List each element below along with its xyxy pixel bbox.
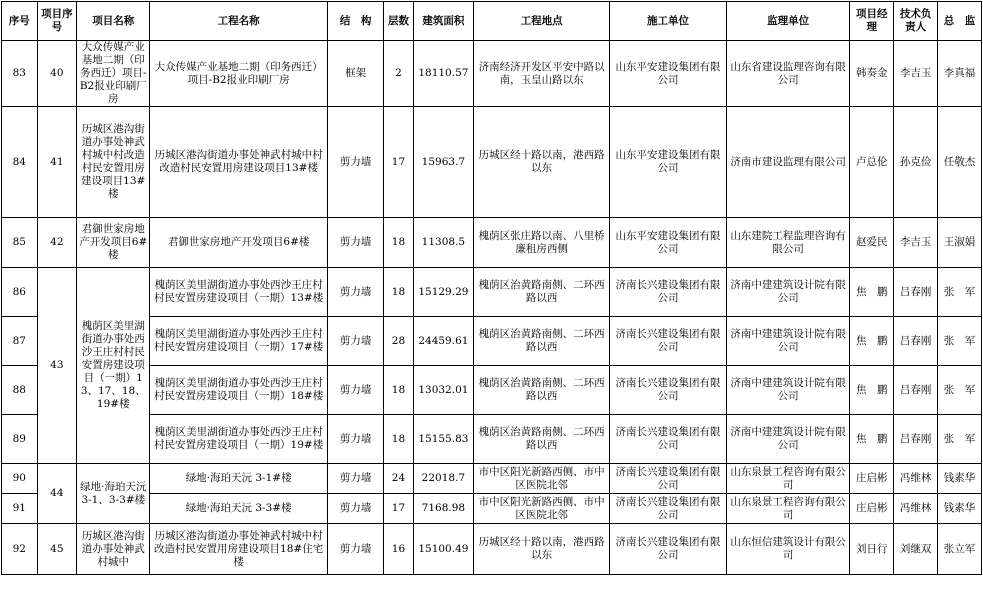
cell-supervisor: 山东省建设监理咨询有限公司 [727,41,850,107]
cell-supervisor: 山东恒信建筑设计有限公司 [727,524,850,575]
cell-builder: 济南长兴建设集团有限公司 [610,415,727,464]
table-row [2,524,982,575]
header-pm: 项目经理 [850,2,894,41]
cell-eng-name: 大众传媒产业基地二期（印务西迁）项目-B2报业印刷厂房 [150,41,328,107]
cell-tech: 李吉玉 [894,41,938,107]
cell-tech: 吕春刚 [894,415,938,464]
cell-pm: 焦 鹏 [850,317,894,366]
cell-seq: 87 [2,317,38,366]
cell-tech: 吕春刚 [894,268,938,317]
cell-structure: 剪力墙 [327,415,383,464]
table-row [2,41,982,107]
cell-proj-seq: 44 [37,464,77,524]
cell-seq: 89 [2,415,38,464]
cell-floors: 17 [384,494,413,524]
cell-seq: 84 [2,107,38,218]
cell-supervisor: 山东泉景工程咨询有限公司 [727,464,850,494]
cell-director: 李真福 [938,41,982,107]
cell-area: 15155.83 [413,415,474,464]
cell-proj-name: 绿地·海珀天沅 3-1、3-3#楼 [77,464,150,524]
cell-director: 钱素华 [938,464,982,494]
cell-tech: 冯维林 [894,464,938,494]
cell-director: 张 军 [938,317,982,366]
cell-seq: 90 [2,464,38,494]
cell-director: 张 军 [938,415,982,464]
cell-pm: 焦 鹏 [850,415,894,464]
cell-builder: 山东平安建设集团有限公司 [610,41,727,107]
cell-floors: 17 [384,107,413,218]
cell-pm: 焦 鹏 [850,366,894,415]
header-eng-name: 工程名称 [150,2,328,41]
cell-eng-name: 绿地·海珀天沅 3-3#楼 [150,494,328,524]
cell-director: 钱素华 [938,494,982,524]
cell-floors: 2 [384,41,413,107]
cell-builder: 济南长兴建设集团有限公司 [610,464,727,494]
cell-builder: 山东平安建设集团有限公司 [610,107,727,218]
cell-structure: 剪力墙 [327,317,383,366]
cell-proj-name: 历城区港沟街道办事处神武村城中 [77,524,150,575]
cell-proj-seq: 40 [37,41,77,107]
cell-tech: 吕春刚 [894,366,938,415]
cell-pm: 刘日行 [850,524,894,575]
cell-pm: 卢总伦 [850,107,894,218]
cell-location: 槐荫区治黄路南侧、二环西路以西 [474,366,610,415]
cell-proj-seq: 43 [37,268,77,464]
header-location: 工程地点 [474,2,610,41]
cell-location: 市中区阳光新路西侧、市中区医院北邻 [474,494,610,524]
cell-tech: 刘继双 [894,524,938,575]
cell-structure: 框架 [327,41,383,107]
table-row [2,218,982,268]
cell-location: 市中区阳光新路西侧、市中区医院北邻 [474,464,610,494]
cell-floors: 18 [384,218,413,268]
header-seq: 序号 [2,2,38,41]
cell-tech: 孙克俭 [894,107,938,218]
cell-floors: 28 [384,317,413,366]
header-builder: 施工单位 [610,2,727,41]
cell-structure: 剪力墙 [327,366,383,415]
cell-seq: 91 [2,494,38,524]
cell-builder: 济南长兴建设集团有限公司 [610,268,727,317]
cell-location: 历城区经十路以南，港西路以东 [474,107,610,218]
cell-structure: 剪力墙 [327,268,383,317]
cell-area: 13032.01 [413,366,474,415]
cell-supervisor: 山东建院工程监理咨询有限公司 [727,218,850,268]
cell-pm: 韩奏金 [850,41,894,107]
cell-eng-name: 槐荫区美里湖街道办事处西沙王庄村村民安置房建设项目（一期）18#楼 [150,366,328,415]
cell-location: 槐荫区治黄路南侧、二环西路以西 [474,317,610,366]
cell-proj-name: 大众传媒产业基地二期（印务西迁）项目-B2报业印刷厂房 [77,41,150,107]
cell-tech: 吕春刚 [894,317,938,366]
cell-pm: 庄启彬 [850,494,894,524]
header-floors: 层数 [384,2,413,41]
cell-area: 7168.98 [413,494,474,524]
cell-area: 15129.29 [413,268,474,317]
cell-builder: 济南长兴建设集团有限公司 [610,524,727,575]
cell-area: 24459.61 [413,317,474,366]
cell-proj-seq: 41 [37,107,77,218]
cell-structure: 剪力墙 [327,494,383,524]
cell-eng-name: 槐荫区美里湖街道办事处西沙王庄村村民安置房建设项目（一期）17#楼 [150,317,328,366]
cell-proj-seq: 45 [37,524,77,575]
cell-structure: 剪力墙 [327,107,383,218]
cell-floors: 16 [384,524,413,575]
cell-builder: 济南长兴建设集团有限公司 [610,366,727,415]
cell-seq: 92 [2,524,38,575]
cell-structure: 剪力墙 [327,218,383,268]
cell-proj-name: 槐荫区美里湖街道办事处西沙王庄村村民安置房建设项目（一期）13、17、18、19#楼 [77,268,150,464]
cell-area: 18110.57 [413,41,474,107]
header-proj-seq: 项目序号 [37,2,77,41]
cell-structure: 剪力墙 [327,524,383,575]
header-proj-name: 项目名称 [77,2,150,41]
cell-pm: 赵爱民 [850,218,894,268]
cell-floors: 18 [384,415,413,464]
cell-floors: 18 [384,366,413,415]
cell-floors: 18 [384,268,413,317]
cell-structure: 剪力墙 [327,464,383,494]
cell-supervisor: 济南市建设监理有限公司 [727,107,850,218]
cell-supervisor: 济南中建建筑设计院有限公司 [727,268,850,317]
cell-builder: 济南长兴建设集团有限公司 [610,317,727,366]
cell-eng-name: 槐荫区美里湖街道办事处西沙王庄村村民安置房建设项目（一期）19#楼 [150,415,328,464]
cell-supervisor: 济南中建建筑设计院有限公司 [727,366,850,415]
cell-seq: 86 [2,268,38,317]
cell-seq: 88 [2,366,38,415]
header-area: 建筑面积 [413,2,474,41]
table-row [2,464,982,494]
cell-eng-name: 槐荫区美里湖街道办事处西沙王庄村村民安置房建设项目（一期）13#楼 [150,268,328,317]
cell-location: 槐荫区治黄路南侧、二环西路以西 [474,415,610,464]
cell-floors: 24 [384,464,413,494]
cell-eng-name: 绿地·海珀天沅 3-1#楼 [150,464,328,494]
cell-pm: 庄启彬 [850,464,894,494]
cell-director: 任敬杰 [938,107,982,218]
header-supervisor: 监理单位 [727,2,850,41]
cell-eng-name: 君御世家房地产开发项目6#楼 [150,218,328,268]
cell-eng-name: 历城区港沟街道办事处神武村城中村改造村民安置用房建设项目18#住宅楼 [150,524,328,575]
cell-location: 槐荫区张庄路以南、八里桥廉租房西侧 [474,218,610,268]
cell-pm: 焦 鹏 [850,268,894,317]
cell-director: 王淑娟 [938,218,982,268]
cell-location: 历城区经十路以南，港西路以东 [474,524,610,575]
cell-proj-name: 历城区港沟街道办事处神武村城中村改造村民安置用房建设项目13#楼 [77,107,150,218]
cell-area: 22018.7 [413,464,474,494]
cell-proj-seq: 42 [37,218,77,268]
header-structure: 结 构 [327,2,383,41]
table-row [2,107,982,218]
cell-seq: 85 [2,218,38,268]
cell-tech: 李吉玉 [894,218,938,268]
cell-director: 张立军 [938,524,982,575]
cell-location: 槐荫区治黄路南侧、二环西路以西 [474,268,610,317]
cell-director: 张 军 [938,268,982,317]
cell-area: 15963.7 [413,107,474,218]
header-row [2,2,982,41]
cell-area: 11308.5 [413,218,474,268]
cell-builder: 济南长兴建设集团有限公司 [610,494,727,524]
cell-supervisor: 山东泉景工程咨询有限公司 [727,494,850,524]
header-tech: 技术负责人 [894,2,938,41]
cell-proj-name: 君御世家房地产开发项目6#楼 [77,218,150,268]
project-table [1,1,982,575]
header-director: 总 监 [938,2,982,41]
cell-supervisor: 济南中建建筑设计院有限公司 [727,317,850,366]
table-row [2,268,982,317]
cell-director: 张 军 [938,366,982,415]
cell-tech: 冯维林 [894,494,938,524]
cell-eng-name: 历城区港沟街道办事处神武村城中村改造村民安置用房建设项目13#楼 [150,107,328,218]
cell-seq: 83 [2,41,38,107]
cell-location: 济南经济开发区平安中路以南，玉皇山路以东 [474,41,610,107]
cell-area: 15100.49 [413,524,474,575]
cell-builder: 山东平安建设集团有限公司 [610,218,727,268]
cell-supervisor: 济南中建建筑设计院有限公司 [727,415,850,464]
